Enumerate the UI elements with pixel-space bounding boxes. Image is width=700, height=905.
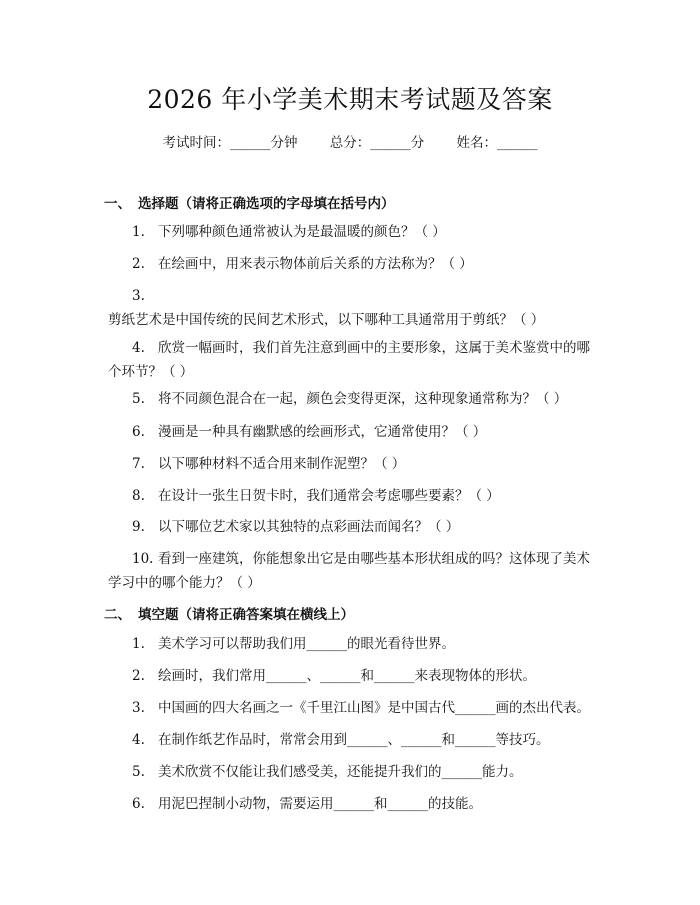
question-number: 4. bbox=[132, 340, 145, 356]
question-number: 3. bbox=[132, 288, 145, 304]
question-number: 4. bbox=[132, 732, 145, 748]
question-text: 在绘画中，用来表示物体前后关系的方法称为？（ ） bbox=[158, 256, 473, 272]
question-text: 欣赏一幅画时，我们首先注意到画中的主要形象，这属于美术鉴赏中的哪个环节？（ ） bbox=[108, 340, 590, 380]
question-number: 10. bbox=[132, 551, 154, 567]
question-text: 绘画时，我们常用______、______和______来表现物体的形状。 bbox=[158, 668, 536, 684]
question-text: 用泥巴捏制小动物，需要运用______和______的技能。 bbox=[158, 796, 482, 812]
question-item bbox=[108, 664, 590, 688]
page-title: 2026 年小学美术期末考试题及答案 bbox=[147, 85, 553, 114]
exam-info-line bbox=[0, 131, 700, 151]
question-text: 中国画的四大名画之一《千里江山图》是中国古代______画的杰出代表。 bbox=[158, 700, 590, 716]
question-item bbox=[108, 792, 590, 816]
question-item bbox=[108, 252, 590, 276]
question-item bbox=[108, 760, 590, 784]
section-heading-fill bbox=[104, 603, 354, 623]
question-number: 6. bbox=[132, 424, 145, 440]
question-item bbox=[108, 632, 590, 656]
question-item bbox=[108, 220, 590, 244]
question-item bbox=[108, 452, 590, 476]
question-text: 美术学习可以帮助我们用______的眼光看待世界。 bbox=[158, 636, 455, 652]
question-text: 剪纸艺术是中国传统的民间艺术形式，以下哪种工具通常用于剪纸？（ ） bbox=[108, 312, 545, 328]
question-text: 在制作纸艺作品时，常常会用到______、______和______等技巧。 bbox=[158, 732, 550, 748]
question-item bbox=[108, 547, 590, 595]
question-item bbox=[108, 728, 590, 752]
question-text: 在设计一张生日贺卡时，我们通常会考虑哪些要素？（ ） bbox=[158, 488, 500, 504]
question-item bbox=[108, 420, 590, 444]
section-title: 选择题（请将正确选项的字母填在括号内） bbox=[138, 196, 395, 212]
question-number: 6. bbox=[132, 796, 145, 812]
section-title: 填空题（请将正确答案填在横线上） bbox=[138, 607, 354, 623]
question-number: 2. bbox=[132, 668, 145, 684]
question-item bbox=[108, 484, 590, 508]
question-text: 漫画是一种具有幽默感的绘画形式，它通常使用？（ ） bbox=[158, 424, 487, 440]
question-text: 以下哪种材料不适合用来制作泥塑？（ ） bbox=[158, 456, 406, 472]
student-name: 姓名：______ bbox=[456, 135, 538, 151]
question-text: 以下哪位艺术家以其独特的点彩画法而闻名？（ ） bbox=[158, 519, 460, 535]
question-number: 5. bbox=[132, 391, 145, 407]
question-number: 5. bbox=[132, 764, 145, 780]
question-number: 2. bbox=[132, 256, 145, 272]
question-number: 3. bbox=[132, 700, 145, 716]
question-text: 美术欣赏不仅能让我们感受美，还能提升我们的______能力。 bbox=[158, 764, 523, 780]
question-item bbox=[108, 336, 590, 384]
question-number: 8. bbox=[132, 488, 145, 504]
section-number: 二、 bbox=[104, 607, 131, 623]
question-number: 1. bbox=[132, 636, 145, 652]
question-item bbox=[108, 284, 590, 332]
question-text: 下列哪种颜色通常被认为是最温暖的颜色？（ ） bbox=[158, 224, 446, 240]
total-score: 总分：______分 bbox=[329, 135, 425, 151]
question-text: 看到一座建筑，你能想象出它是由哪些基本形状组成的吗？这体现了美术学习中的哪个能力？（ ） bbox=[108, 551, 590, 591]
question-item bbox=[108, 387, 590, 411]
question-number: 7. bbox=[132, 456, 145, 472]
question-number: 1. bbox=[132, 224, 145, 240]
exam-time: 考试时间：______分钟 bbox=[162, 135, 298, 151]
question-item bbox=[108, 515, 590, 539]
question-item bbox=[108, 696, 590, 720]
section-heading-choice bbox=[104, 192, 395, 212]
section-number: 一、 bbox=[104, 196, 131, 212]
question-text: 将不同颜色混合在一起，颜色会变得更深，这种现象通常称为？（ ） bbox=[158, 391, 568, 407]
question-number: 9. bbox=[132, 519, 145, 535]
